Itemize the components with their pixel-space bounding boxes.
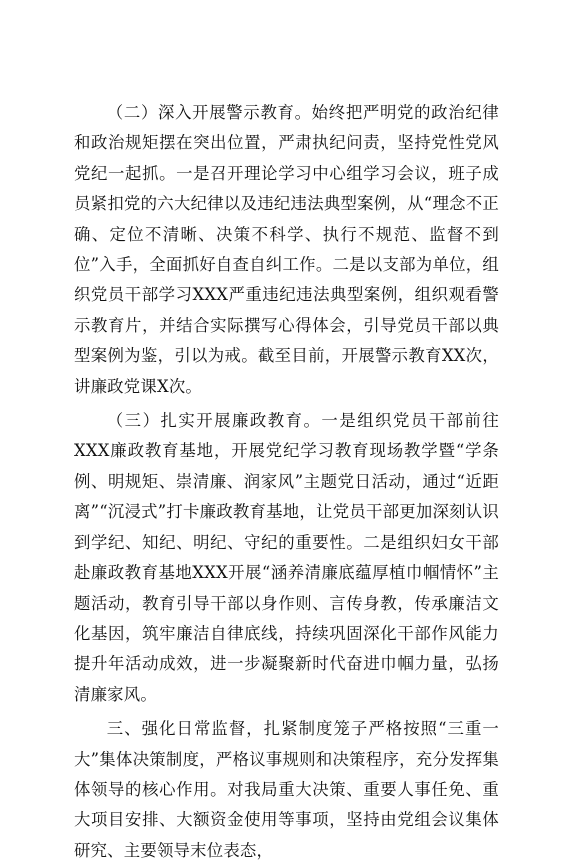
paragraph-warning-education: （二）深入开展警示教育。始终把严明党的政治纪律和政治规矩摆在突出位置，严肃执纪问责，坚持党性党风党纪一起抓。一是召开理论学习中心组学习会议，班子成员紧扣党的六大纪律以及违纪违法典型案例，从“理念不正确、定位不清晰、决策不科学、执行不规范、监督不到位”入手，全面抓好自查自纠工作。二是以支部为单位，组织党员干部学习XXX严重违纪违法典型案例，组织观看警示教育片，并结合实际撰写心得体会，引导党员干部以典型案例为鉴，引以为戒。截至目前，开展警示教育XX次，讲廉政党课X次。 <box>74 103 499 396</box>
document-body <box>74 98 499 866</box>
paragraph-daily-supervision: 三、强化日常监督，扎紧制度笼子严格按照“三重一大”集体决策制度，严格议事规则和决策程序，充分发挥集体领导的核心作用。对我局重大决策、重要人事任免、重大项目安排、大额资金使用等事项，坚持由党组会议集体研究、主要领导末位表态， <box>74 719 499 860</box>
paragraph-integrity-education: （三）扎实开展廉政教育。一是组织党员干部前往XXX廉政教育基地，开展党纪学习教育现场教学暨“学条例、明规矩、崇清廉、润家风”主题党日活动，通过“近距离”“沉浸式”打卡廉政教育基地，让党员干部更加深刻认识到学纪、知纪、明纪、守纪的重要性。二是组织妇女干部赴廉政教育基地XXX开展“涵养清廉底蕴厚植巾帼情怀”主题活动，教育引导干部以身作则、言传身教，传承廉洁文化基因，筑牢廉洁自律底线，持续巩固深化干部作风能力提升年活动成效，进一步凝聚新时代奋进巾帼力量，弘扬清廉家风。 <box>74 411 499 704</box>
